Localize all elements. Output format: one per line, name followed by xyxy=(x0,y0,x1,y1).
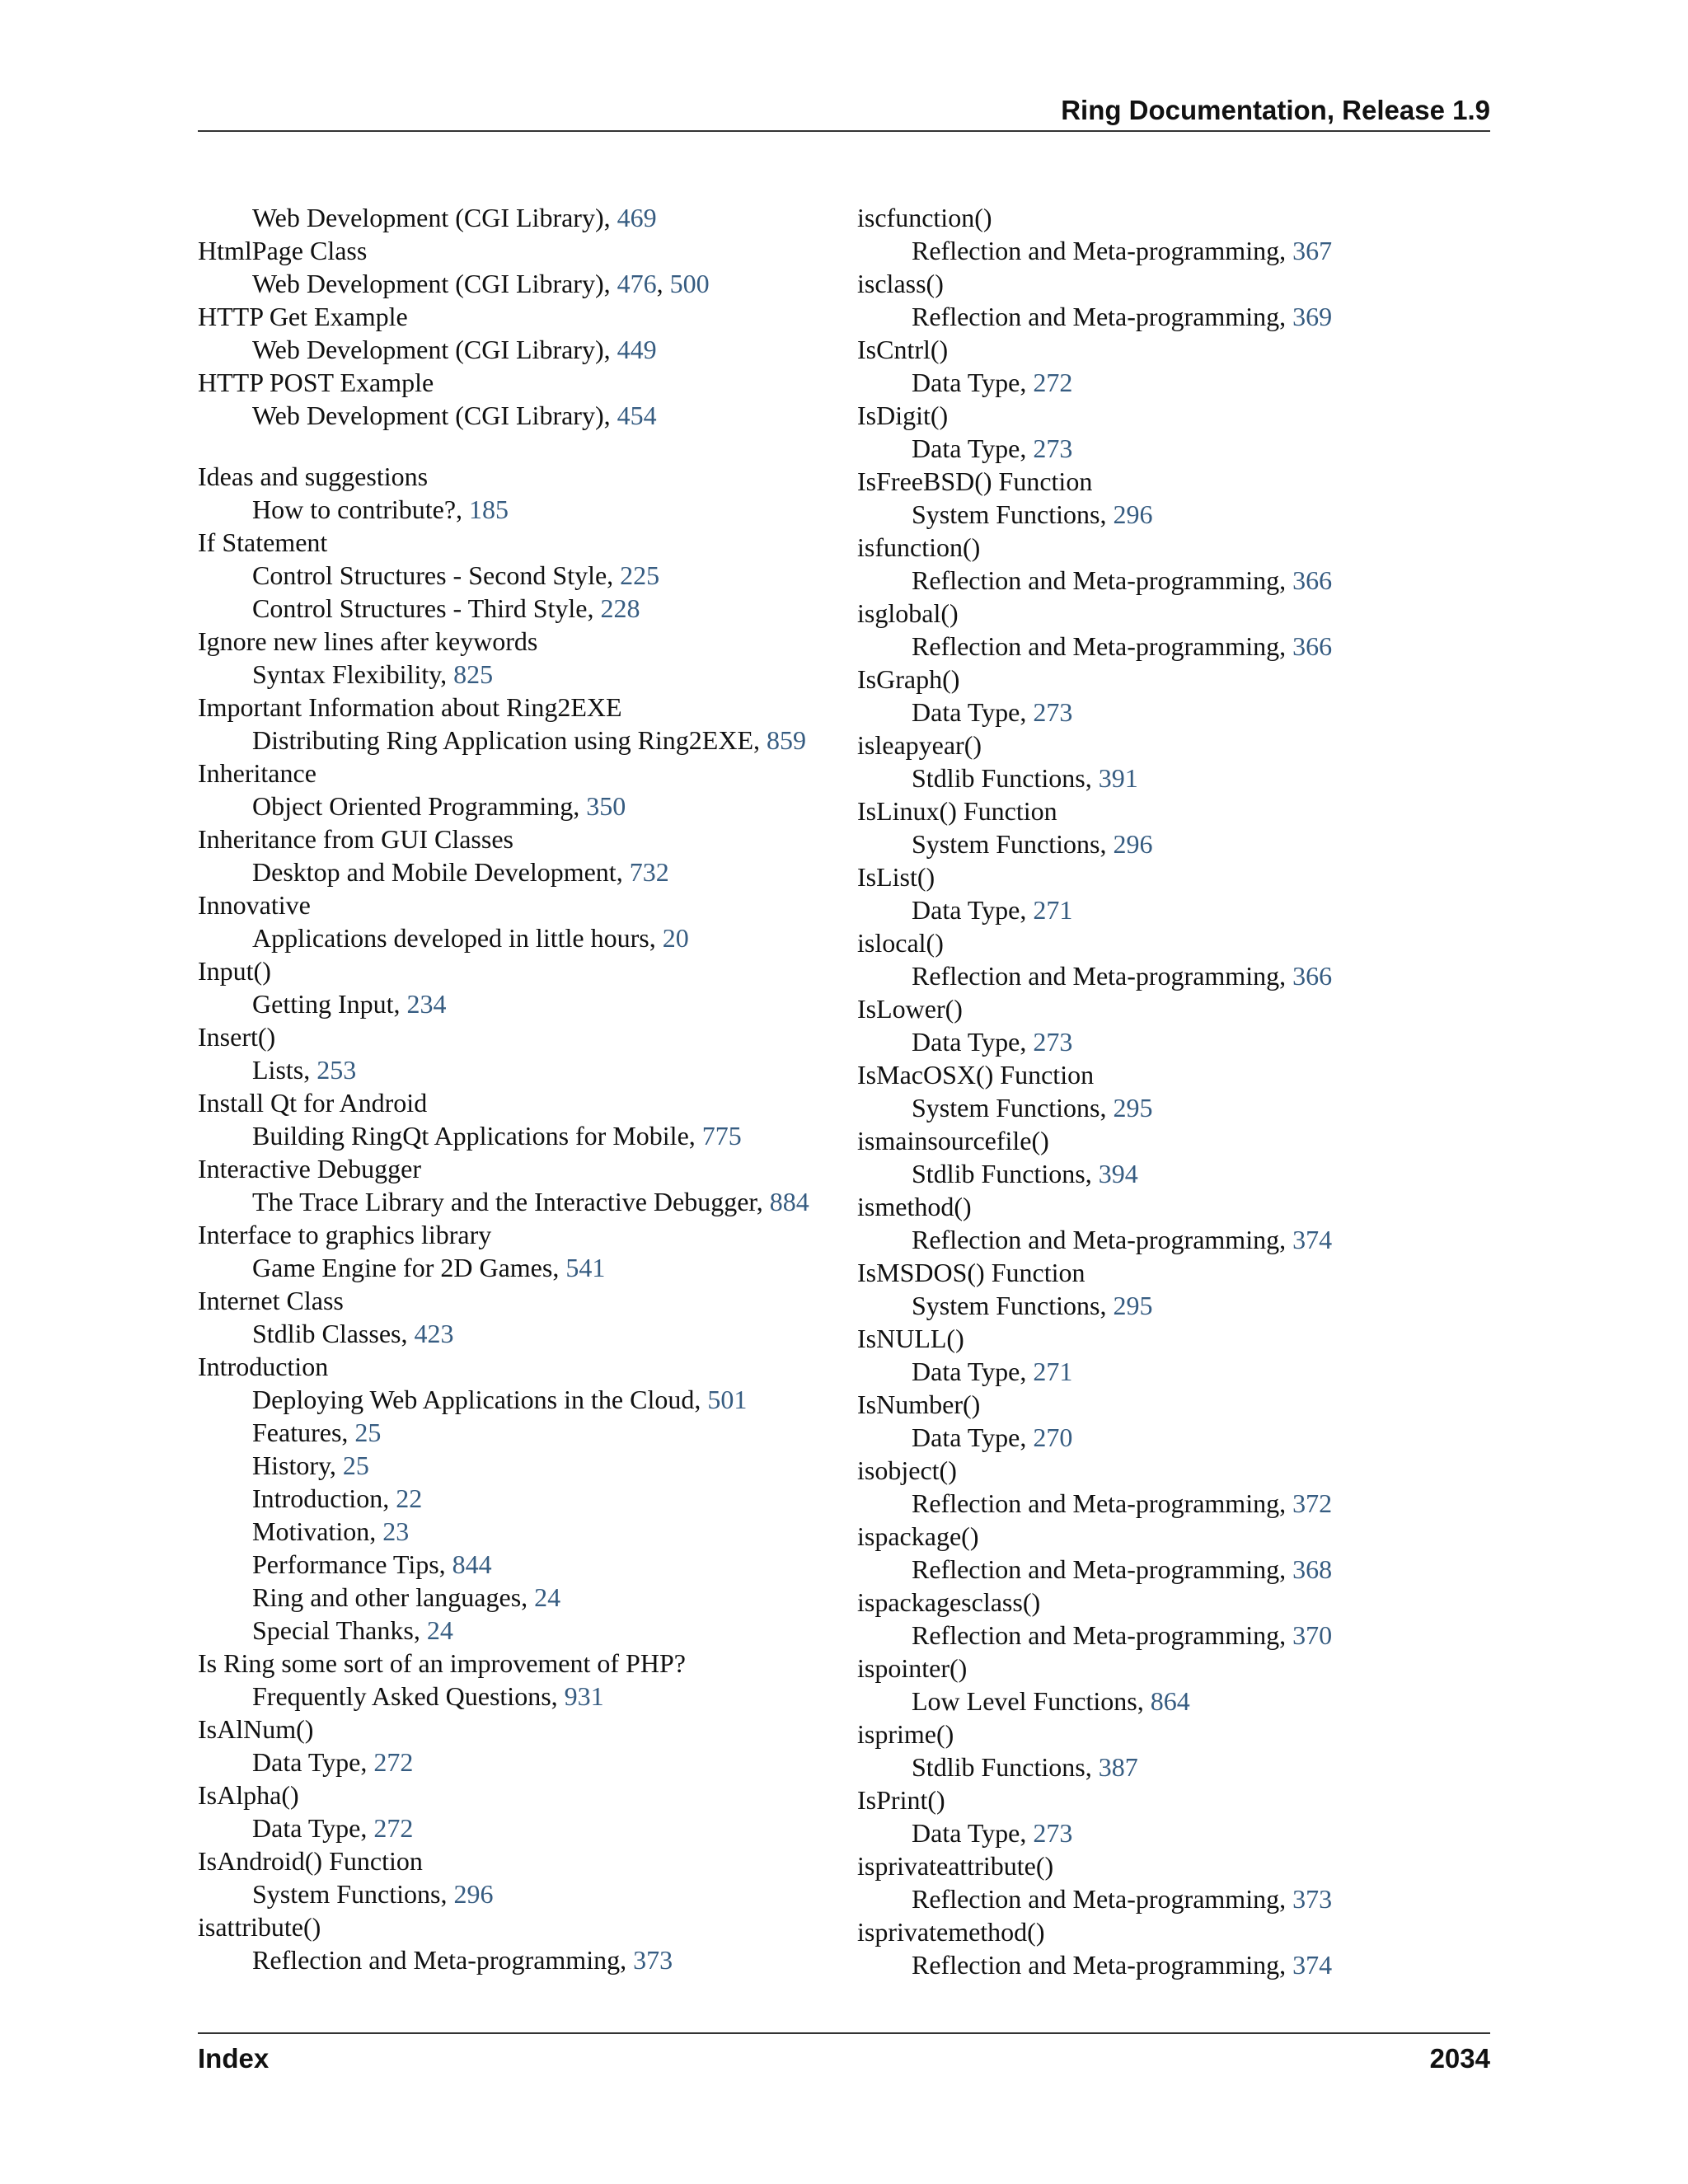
index-subentry xyxy=(857,1619,1490,1652)
entry-text: Data Type, xyxy=(912,1357,1034,1386)
index-entry xyxy=(857,1454,1490,1487)
entry-text: IsList() xyxy=(857,862,935,892)
page-link[interactable]: 185 xyxy=(469,494,509,524)
entry-text: Data Type, xyxy=(252,1747,374,1777)
entry-text: Reflection and Meta-programming, xyxy=(912,1225,1293,1254)
footer-label: Index xyxy=(198,2043,270,2074)
page-link[interactable]: 884 xyxy=(769,1187,809,1216)
page-link[interactable]: 476 xyxy=(617,269,657,298)
page-link[interactable]: 272 xyxy=(373,1747,414,1777)
page-link[interactable]: 825 xyxy=(453,659,494,689)
entry-text: IsAndroid() Function xyxy=(198,1846,423,1876)
page-link[interactable]: 387 xyxy=(1098,1752,1138,1782)
index-subentry xyxy=(857,564,1490,597)
entry-text: Interactive Debugger xyxy=(198,1154,421,1183)
index-subentry xyxy=(198,1581,857,1614)
index-entry xyxy=(857,794,1490,827)
entry-text: Install Qt for Android xyxy=(198,1088,428,1118)
entry-text: Data Type, xyxy=(912,434,1034,463)
page-link[interactable]: 23 xyxy=(382,1516,410,1546)
index-entry xyxy=(198,1910,857,1943)
entry-text: isclass() xyxy=(857,269,944,298)
index-subentry xyxy=(198,921,857,954)
page-link[interactable]: 394 xyxy=(1098,1159,1138,1188)
page-link[interactable]: 372 xyxy=(1292,1488,1333,1518)
entry-text: Getting Input, xyxy=(252,989,407,1019)
index-entry xyxy=(857,1652,1490,1685)
index-entry xyxy=(857,1388,1490,1421)
index-entry xyxy=(198,757,857,790)
index-subentry xyxy=(198,1383,857,1416)
index-subentry xyxy=(198,1548,857,1581)
entry-text: Reflection and Meta-programming, xyxy=(912,1554,1293,1584)
index-subentry xyxy=(198,1614,857,1647)
entry-text: Web Development (CGI Library), xyxy=(252,203,617,232)
page-link[interactable]: 295 xyxy=(1113,1291,1153,1320)
page-link[interactable]: 732 xyxy=(629,857,669,887)
entry-text: Data Type, xyxy=(252,1813,374,1843)
entry-text: IsAlpha() xyxy=(198,1780,299,1810)
index-subentry xyxy=(857,1355,1490,1388)
page-link[interactable]: 373 xyxy=(633,1945,673,1975)
index-subentry xyxy=(857,498,1490,531)
entry-text: Inheritance from GUI Classes xyxy=(198,824,513,854)
entry-text: The Trace Library and the Interactive Debugger, xyxy=(252,1187,770,1216)
page-link[interactable]: 272 xyxy=(1033,368,1073,397)
entry-text: isprime() xyxy=(857,1719,954,1749)
page-link[interactable]: 350 xyxy=(586,791,626,821)
page-link[interactable]: 253 xyxy=(316,1055,357,1085)
entry-text: IsGraph() xyxy=(857,664,960,694)
index-entry xyxy=(198,300,857,333)
entry-text: Reflection and Meta-programming, xyxy=(912,302,1293,331)
index-subentry xyxy=(857,1289,1490,1322)
entry-text: isfunction() xyxy=(857,532,981,562)
index-subentry xyxy=(857,1223,1490,1256)
entry-text: History, xyxy=(252,1451,343,1480)
index-subentry xyxy=(857,1091,1490,1124)
entry-text: Web Development (CGI Library), xyxy=(252,269,617,298)
page-link[interactable]: 273 xyxy=(1033,434,1073,463)
entry-text: Building RingQt Applications for Mobile, xyxy=(252,1121,702,1151)
index-entry xyxy=(857,860,1490,893)
index-entry xyxy=(198,366,857,399)
page-link[interactable]: 273 xyxy=(1033,1027,1073,1057)
index-entry xyxy=(857,597,1490,630)
entry-text: Data Type, xyxy=(912,368,1034,397)
entry-text: Reflection and Meta-programming, xyxy=(912,961,1293,991)
index-subentry xyxy=(198,1449,857,1482)
index-subentry xyxy=(198,987,857,1020)
entry-text: Reflection and Meta-programming, xyxy=(912,1488,1293,1518)
index-entry xyxy=(198,823,857,855)
index-subentry xyxy=(857,1553,1490,1586)
page-link[interactable]: 374 xyxy=(1292,1225,1333,1254)
entry-text: isprivateattribute() xyxy=(857,1851,1054,1881)
index-entry xyxy=(857,729,1490,762)
page-link[interactable]: 20 xyxy=(662,923,689,953)
entry-text: Reflection and Meta-programming, xyxy=(912,236,1293,265)
index-subentry xyxy=(857,1421,1490,1454)
index-subentry xyxy=(857,893,1490,926)
entry-text: Ignore new lines after keywords xyxy=(198,626,538,656)
index-column-left xyxy=(198,201,857,1976)
footer-rule xyxy=(198,2032,1490,2034)
index-entry xyxy=(198,1284,857,1317)
page-link[interactable]: 228 xyxy=(600,593,640,623)
page-link[interactable]: 369 xyxy=(1292,302,1333,331)
entry-text: Innovative xyxy=(198,890,311,920)
entry-text: Control Structures - Third Style, xyxy=(252,593,601,623)
entry-text: Reflection and Meta-programming, xyxy=(912,1950,1293,1980)
index-subentry xyxy=(857,1948,1490,1981)
index-subentry xyxy=(198,592,857,625)
entry-text: Inheritance xyxy=(198,758,316,788)
entry-text: System Functions, xyxy=(252,1879,454,1909)
entry-text: Features, xyxy=(252,1418,355,1447)
index-subentry xyxy=(198,1185,857,1218)
index-subentry xyxy=(857,366,1490,399)
page-link[interactable]: 25 xyxy=(354,1418,382,1447)
entry-text: IsLinux() Function xyxy=(857,796,1057,826)
index-subentry xyxy=(857,1157,1490,1190)
index-subentry xyxy=(198,1251,857,1284)
entry-text: Performance Tips, xyxy=(252,1549,452,1579)
entry-text: ispackage() xyxy=(857,1521,979,1551)
page-link[interactable]: 296 xyxy=(1113,829,1153,859)
entry-text: Special Thanks, xyxy=(252,1615,427,1645)
index-entry xyxy=(198,625,857,658)
entry-text: IsDigit() xyxy=(857,401,949,430)
page-link[interactable]: 271 xyxy=(1033,895,1073,925)
entry-text: Low Level Functions, xyxy=(912,1686,1151,1716)
entry-text: Lists, xyxy=(252,1055,317,1085)
index-subentry xyxy=(857,630,1490,663)
index-subentry xyxy=(857,1882,1490,1915)
entry-text: ismainsourcefile() xyxy=(857,1126,1049,1155)
entry-text: Stdlib Classes, xyxy=(252,1319,415,1348)
index-entry xyxy=(198,1647,857,1680)
index-subentry xyxy=(857,827,1490,860)
index-entry xyxy=(857,1322,1490,1355)
index-entry xyxy=(198,526,857,559)
page-link[interactable]: 234 xyxy=(406,989,447,1019)
entry-text: isglobal() xyxy=(857,598,959,628)
index-subentry xyxy=(198,1943,857,1976)
index-entry xyxy=(857,1783,1490,1816)
index-entry xyxy=(198,1020,857,1053)
index-subentry xyxy=(857,1487,1490,1520)
entry-text: ispackagesclass() xyxy=(857,1587,1041,1617)
index-entry xyxy=(857,1058,1490,1091)
page-link[interactable]: 370 xyxy=(1292,1620,1333,1650)
index-subentry xyxy=(857,1816,1490,1849)
index-subentry xyxy=(198,855,857,888)
entry-text: iscfunction() xyxy=(857,203,992,232)
entry-text: System Functions, xyxy=(912,829,1114,859)
page-link[interactable]: 295 xyxy=(1113,1093,1153,1122)
page-link[interactable]: 931 xyxy=(564,1681,604,1711)
entry-text: Insert() xyxy=(198,1022,276,1052)
index-subentry xyxy=(857,1025,1490,1058)
entry-text: Reflection and Meta-programming, xyxy=(912,1884,1293,1914)
index-entry xyxy=(857,1520,1490,1553)
entry-text: isprivatemethod() xyxy=(857,1917,1045,1947)
entry-text: Game Engine for 2D Games, xyxy=(252,1253,566,1282)
page-link[interactable]: 501 xyxy=(707,1385,748,1414)
entry-text: Frequently Asked Questions, xyxy=(252,1681,565,1711)
entry-text: Internet Class xyxy=(198,1286,344,1315)
index-column-right xyxy=(857,201,1490,1981)
entry-text: ismethod() xyxy=(857,1192,972,1221)
index-entry xyxy=(857,201,1490,234)
entry-text: Ring and other languages, xyxy=(252,1582,535,1612)
entry-text: Is Ring some sort of an improvement of PHP? xyxy=(198,1648,686,1678)
page-link[interactable]: 296 xyxy=(453,1879,494,1909)
index-entry xyxy=(857,1718,1490,1750)
index-entry xyxy=(198,460,857,493)
entry-text: Applications developed in little hours, xyxy=(252,923,663,953)
page-separator: , xyxy=(656,269,670,298)
entry-text: Data Type, xyxy=(912,1818,1034,1848)
entry-text: How to contribute?, xyxy=(252,494,470,524)
entry-text: Data Type, xyxy=(912,1027,1034,1057)
entry-text: isattribute() xyxy=(198,1912,321,1942)
entry-text: System Functions, xyxy=(912,1291,1114,1320)
entry-text: Reflection and Meta-programming, xyxy=(252,1945,634,1975)
index-entry xyxy=(857,267,1490,300)
index-subentry xyxy=(198,1680,857,1713)
index-entry xyxy=(857,531,1490,564)
entry-text: IsLower() xyxy=(857,994,963,1024)
index-entry xyxy=(857,399,1490,432)
page-link[interactable]: 366 xyxy=(1292,565,1333,595)
index-subentry xyxy=(198,1119,857,1152)
page-link[interactable]: 24 xyxy=(534,1582,561,1612)
page-link[interactable]: 775 xyxy=(701,1121,742,1151)
index-entry xyxy=(857,1256,1490,1289)
entry-text: Introduction, xyxy=(252,1483,396,1513)
entry-text: Important Information about Ring2EXE xyxy=(198,692,622,722)
entry-text: ispointer() xyxy=(857,1653,968,1683)
page-link[interactable]: 864 xyxy=(1150,1686,1190,1716)
index-subentry xyxy=(198,1515,857,1548)
page-link[interactable]: 296 xyxy=(1113,499,1153,529)
page-link[interactable]: 25 xyxy=(342,1451,369,1480)
entry-text: System Functions, xyxy=(912,1093,1114,1122)
index-entry xyxy=(198,888,857,921)
entry-text: Data Type, xyxy=(912,895,1034,925)
entry-text: Stdlib Functions, xyxy=(912,763,1099,793)
page-link[interactable]: 374 xyxy=(1292,1950,1333,1980)
entry-text: IsMSDOS() Function xyxy=(857,1258,1085,1287)
index-subentry xyxy=(857,432,1490,465)
entry-text: Distributing Ring Application using Ring2EXE, xyxy=(252,725,767,755)
index-subentry xyxy=(198,1416,857,1449)
page-link[interactable]: 22 xyxy=(396,1483,423,1513)
index-subentry xyxy=(857,762,1490,794)
index-entry xyxy=(857,992,1490,1025)
entry-text: Reflection and Meta-programming, xyxy=(912,1620,1293,1650)
index-entry xyxy=(857,663,1490,696)
entry-text: Web Development (CGI Library), xyxy=(252,401,617,430)
entry-text: Interface to graphics library xyxy=(198,1220,492,1249)
entry-text: IsAlNum() xyxy=(198,1714,314,1744)
index-entry xyxy=(198,1779,857,1811)
index-subentry xyxy=(198,493,857,526)
index-entry xyxy=(857,926,1490,959)
index-entry xyxy=(857,333,1490,366)
index-entry xyxy=(198,1713,857,1746)
entry-text: Data Type, xyxy=(912,1422,1034,1452)
index-subentry xyxy=(198,1877,857,1910)
entry-text: islocal() xyxy=(857,928,944,958)
entry-text: If Statement xyxy=(198,527,328,557)
index-entry xyxy=(857,1124,1490,1157)
index-subentry xyxy=(857,959,1490,992)
index-subentry xyxy=(198,790,857,823)
index-subentry xyxy=(198,201,857,234)
index-subentry xyxy=(198,267,857,300)
index-entry xyxy=(198,954,857,987)
page-link[interactable]: 271 xyxy=(1033,1357,1073,1386)
index-subentry xyxy=(857,300,1490,333)
index-entry xyxy=(198,234,857,267)
entry-text: Object Oriented Programming, xyxy=(252,791,587,821)
entry-text: isleapyear() xyxy=(857,730,982,760)
entry-text: System Functions, xyxy=(912,499,1114,529)
index-subentry xyxy=(198,1317,857,1350)
index-entry xyxy=(857,465,1490,498)
page-link[interactable]: 454 xyxy=(617,401,657,430)
entry-text: Desktop and Mobile Development, xyxy=(252,857,630,887)
entry-text: Web Development (CGI Library), xyxy=(252,335,617,364)
entry-text: Stdlib Functions, xyxy=(912,1752,1099,1782)
letter-group-gap xyxy=(198,432,857,460)
page-link[interactable]: 844 xyxy=(452,1549,492,1579)
page-link[interactable]: 423 xyxy=(414,1319,454,1348)
page-link[interactable]: 367 xyxy=(1292,236,1333,265)
index-subentry xyxy=(198,724,857,757)
index-subentry xyxy=(198,333,857,366)
index-subentry xyxy=(198,658,857,691)
index-subentry xyxy=(198,399,857,432)
index-entry xyxy=(198,1350,857,1383)
index-subentry xyxy=(857,696,1490,729)
index-subentry xyxy=(198,1746,857,1779)
entry-text: IsNULL() xyxy=(857,1324,964,1353)
page-link[interactable]: 273 xyxy=(1033,1818,1073,1848)
page-link[interactable]: 270 xyxy=(1033,1422,1073,1452)
entry-text: IsFreeBSD() Function xyxy=(857,466,1093,496)
index-entry xyxy=(857,1586,1490,1619)
entry-text: Reflection and Meta-programming, xyxy=(912,631,1293,661)
index-subentry xyxy=(198,559,857,592)
page-link[interactable]: 272 xyxy=(373,1813,414,1843)
entry-text: IsCntrl() xyxy=(857,335,949,364)
index-subentry xyxy=(857,234,1490,267)
entry-text: Data Type, xyxy=(912,697,1034,727)
entry-text: IsMacOSX() Function xyxy=(857,1060,1095,1090)
entry-text: Stdlib Functions, xyxy=(912,1159,1099,1188)
index-entry xyxy=(198,1086,857,1119)
index-subentry xyxy=(198,1053,857,1086)
entry-text: Motivation, xyxy=(252,1516,383,1546)
entry-text: Deploying Web Applications in the Cloud, xyxy=(252,1385,708,1414)
index-subentry xyxy=(857,1750,1490,1783)
page-link[interactable]: 24 xyxy=(426,1615,453,1645)
entry-text: Control Structures - Second Style, xyxy=(252,560,621,590)
page-link[interactable]: 273 xyxy=(1033,697,1073,727)
page-link[interactable]: 449 xyxy=(617,335,657,364)
page-link[interactable]: 500 xyxy=(669,269,710,298)
page-number: 2034 xyxy=(1429,2043,1490,2074)
index-entry xyxy=(198,1152,857,1185)
page-link[interactable]: 225 xyxy=(620,560,660,590)
index-subentry xyxy=(198,1811,857,1844)
index-entry xyxy=(857,1849,1490,1882)
index-entry xyxy=(198,1218,857,1251)
index-subentry xyxy=(198,1482,857,1515)
page-link[interactable]: 366 xyxy=(1292,631,1333,661)
entry-text: Reflection and Meta-programming, xyxy=(912,565,1293,595)
page-link[interactable]: 373 xyxy=(1292,1884,1333,1914)
entry-text: Introduction xyxy=(198,1352,329,1381)
entry-text: isobject() xyxy=(857,1455,957,1485)
page-link[interactable]: 366 xyxy=(1292,961,1333,991)
index-entry xyxy=(857,1915,1490,1948)
index-entry xyxy=(198,691,857,724)
entry-text: HTTP Get Example xyxy=(198,302,408,331)
page-link[interactable]: 469 xyxy=(617,203,657,232)
entry-text: Input() xyxy=(198,956,271,986)
entry-text: Syntax Flexibility, xyxy=(252,659,454,689)
page-link[interactable]: 391 xyxy=(1098,763,1138,793)
entry-text: Ideas and suggestions xyxy=(198,462,429,491)
running-header: Ring Documentation, Release 1.9 xyxy=(1061,95,1490,125)
entry-text: IsNumber() xyxy=(857,1390,981,1419)
entry-text: IsPrint() xyxy=(857,1785,945,1815)
index-entry xyxy=(857,1190,1490,1223)
entry-text: HTTP POST Example xyxy=(198,368,434,397)
page-link[interactable]: 859 xyxy=(767,725,806,755)
index-entry xyxy=(198,1844,857,1877)
entry-text: HtmlPage Class xyxy=(198,236,368,265)
header-rule xyxy=(198,130,1490,132)
index-subentry xyxy=(857,1685,1490,1718)
page-link[interactable]: 368 xyxy=(1292,1554,1333,1584)
page-link[interactable]: 541 xyxy=(565,1253,606,1282)
